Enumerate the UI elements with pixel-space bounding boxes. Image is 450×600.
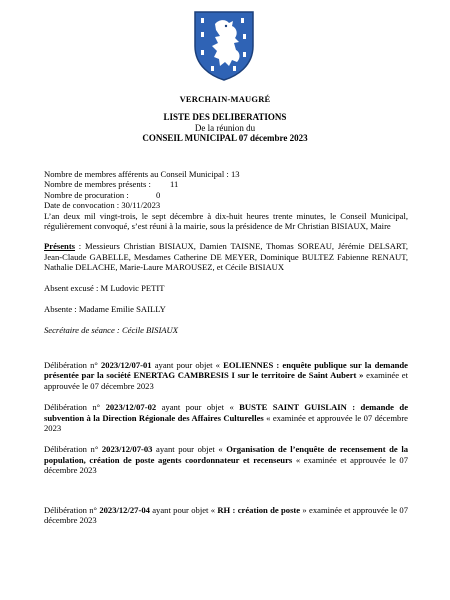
deliberation-item <box>44 402 408 433</box>
document-body <box>44 169 408 525</box>
title-line-1: LISTE DES DELIBERATIONS <box>163 112 287 122</box>
deliberation-suffix: « examinée et approuvée le 07 décembre 2023 <box>44 454 409 476</box>
deliberation-prefix: Délibération n° <box>44 359 101 370</box>
proxy-count-row <box>44 190 408 200</box>
coat-of-arms-icon <box>193 10 255 82</box>
document-title <box>0 112 450 144</box>
convocation-label: Date de convocation : <box>44 200 120 211</box>
members-count-row <box>44 169 408 179</box>
deliberation-subject: Organisation de l’enquête de recensement de la population, création de poste agents coordonnateur et recenseurs <box>44 444 408 465</box>
deliberation-item <box>44 505 408 526</box>
deliberation-suffix: examinée et approuvée le 07 décembre 2023 <box>44 370 408 391</box>
deliberation-suffix: » examinée et approuvée le 07 décembre 2023 <box>44 504 408 525</box>
present-list: : Messieurs Christian BISIAUX, Damien TAISNE, Thomas SOREAU, Jérémie DELSART, Jean-Claude GABELLE, Mesdames Catherine DE MEYER, Dominique BULTEZ Fabienne RENAUT, Nathalie DELACHE, Marie-Laure MAROUSEZ, et Cécile BISIAUX <box>44 241 408 273</box>
deliberation-suffix: « examinée et approuvée le 07 décembre 2023 <box>44 412 408 433</box>
present-label: Présents <box>44 241 76 252</box>
deliberation-item <box>44 444 408 475</box>
members-count-label: Nombre de membres afférents au Conseil Municipal : <box>44 169 229 179</box>
convocation-row <box>44 200 408 210</box>
deliberation-mid: ayant pour objet « <box>151 359 224 370</box>
deliberation-subject: EOLIENNES : enquête publique sur la demande présentée par la société ENERTAG CAMBRESIS I sur le territoire de Saint Aubert » <box>44 359 408 381</box>
intro-paragraph: L’an deux mil vingt-trois, le sept décembre à dix-huit heures trente minutes, le Conseil Municipal, régulièrement convoqué, s’est réuni à la mairie, sous la présidence de Mr Christian BISIAUX, Maire <box>44 210 408 232</box>
deliberation-subject: BUSTE SAINT GUISLAIN : demande de subvention à la Direction Régionale des Affaires Culturelles <box>44 402 409 423</box>
deliberation-number: 2023/12/07-03 <box>101 444 153 455</box>
commune-name: VERCHAIN-MAUGRÉ <box>179 94 271 104</box>
title-line-2: De la réunion du <box>194 122 256 133</box>
deliberation-prefix: Délibération n° <box>44 504 100 515</box>
members-count-value: 13 <box>230 169 240 179</box>
deliberation-mid: ayant pour objet « <box>156 402 240 413</box>
deliberation-number: 2023/12/07-01 <box>100 359 152 370</box>
present-count-label: Nombre de membres présents : <box>44 179 151 190</box>
absent-excused: Absent excusé : M Ludovic PETIT <box>44 282 165 293</box>
deliberation-item <box>44 360 408 391</box>
convocation-value: 30/11/2023 <box>121 200 161 211</box>
secretary: Secrétaire de séance : Cécile BISIAUX <box>44 325 179 336</box>
deliberation-number: 2023/12/27-04 <box>99 504 150 515</box>
deliberation-prefix: Délibération n° <box>44 444 102 455</box>
present-count-row <box>44 179 408 189</box>
deliberation-number: 2023/12/07-02 <box>105 402 157 413</box>
present-count-value: 11 <box>170 179 179 190</box>
deliberation-mid: ayant pour objet « <box>149 504 218 515</box>
present-paragraph <box>44 241 408 272</box>
title-line-3: CONSEIL MUNICIPAL 07 décembre 2023 <box>142 133 308 143</box>
deliberation-mid: ayant pour objet « <box>152 444 227 455</box>
proxy-count-value: 0 <box>156 189 161 200</box>
deliberation-subject: RH : création de poste <box>217 504 301 515</box>
deliberation-prefix: Délibération n° <box>44 402 106 413</box>
proxy-count-label: Nombre de procuration : <box>44 189 129 200</box>
absent: Absente : Madame Emilie SAILLY <box>44 304 166 315</box>
